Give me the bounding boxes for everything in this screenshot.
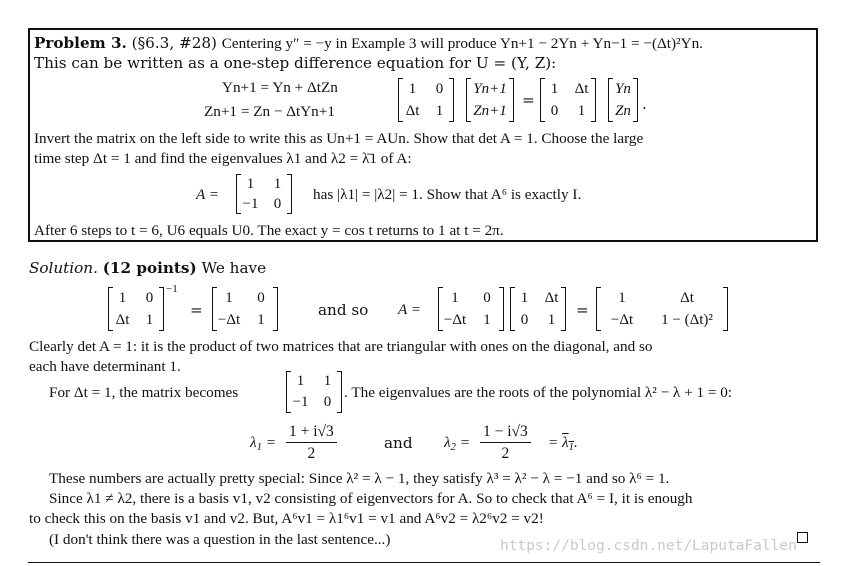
matrix-cell: −Δt	[217, 311, 241, 328]
solution-points: (12 points)	[102, 259, 197, 277]
matrix-cell: 1	[296, 373, 305, 389]
matrix-cell: 1	[547, 311, 556, 328]
inverse-input-matrix	[108, 287, 164, 331]
fraction-numerator: 1 − i√3	[480, 422, 531, 443]
matrix-cell: 1	[323, 373, 332, 389]
matrix-cell: Δt	[574, 80, 589, 97]
watermark: https://blog.csdn.net/LaputaFallen	[500, 538, 797, 554]
matrix-cell: 1	[483, 311, 491, 328]
fraction-numerator: 1 + i√3	[286, 422, 337, 443]
matrix-cell: −Δt	[443, 311, 467, 328]
current-state-vector	[608, 78, 638, 122]
matrix-cell: −1	[242, 195, 259, 212]
a-result-matrix	[596, 287, 728, 331]
problem-line-1	[34, 33, 703, 54]
matrix-cell: 1	[618, 289, 626, 306]
matrix-cell: 1	[577, 102, 586, 119]
vector-cell: Yn	[615, 80, 631, 97]
matrix-cell: 0	[323, 394, 332, 410]
matrix-cell: 0	[520, 311, 529, 328]
equation-y: Yn+1 = Yn + ΔtZn	[222, 79, 338, 96]
matrix-cell: 1	[273, 175, 282, 192]
equation-z: Zn+1 = Zn − ΔtYn+1	[204, 103, 335, 120]
period: .	[642, 95, 647, 113]
fraction-denominator: 2	[501, 445, 510, 462]
matrix-cell: 1	[550, 80, 559, 97]
vector-cell: Yn+1	[473, 80, 507, 97]
a-equals-label: A =	[398, 301, 422, 318]
delta-t-matrix	[286, 371, 342, 413]
matrix-cell: Δt	[405, 102, 420, 119]
matrix-cell: 1	[520, 289, 529, 306]
delta-t-text: For Δt = 1, the matrix becomes	[49, 384, 239, 401]
vector-cell: Zn	[615, 102, 631, 119]
lambda2-label: $\lambda_2$ =	[444, 434, 470, 453]
matrix-cell: Δt	[544, 289, 559, 306]
equals-sign: =	[190, 301, 203, 319]
a-equals-label: A =	[196, 186, 220, 203]
vector-cell: Zn+1	[473, 102, 507, 119]
solution-label: Solution.	[29, 259, 98, 277]
problem-reference: (§6.3, #28)	[131, 34, 217, 52]
product-right-matrix	[510, 287, 566, 331]
problem-statement-1: Centering y″ = −y in Example 3 will produce Yn+1 − 2Yn + Yn−1 = −(Δt)²Yn.	[221, 35, 703, 52]
matrix-cell: 1	[225, 289, 233, 306]
matrix-cell: 1 − (Δt)²	[661, 311, 713, 328]
problem-heading: Problem 3.	[34, 34, 127, 52]
bottom-rule	[28, 562, 820, 563]
equals-sign: =	[522, 91, 535, 109]
fraction-denominator: 2	[307, 445, 316, 462]
matrix-cell: 1	[246, 175, 255, 192]
determinant-line-1: Clearly det A = 1: it is the product of two matrices that are triangular with ones on the diagonal, and so	[29, 338, 653, 355]
matrix-cell: 0	[550, 102, 559, 119]
equals-sign: =	[576, 301, 589, 319]
matrix-cell: 0	[145, 289, 154, 306]
next-state-vector	[466, 78, 514, 122]
a-matrix	[236, 174, 292, 214]
inverse-exponent: −1	[166, 283, 178, 295]
lambda1-label: $\lambda_1$ =	[250, 434, 276, 453]
matrix-cell: 1	[435, 102, 444, 119]
lhs-matrix	[398, 78, 454, 122]
matrix-cell: Δt	[115, 311, 130, 328]
matrix-cell: 1	[451, 289, 459, 306]
matrix-cell: 0	[257, 289, 265, 306]
problem-statement-2: This can be written as a one-step difference equation for U = (Y, Z):	[34, 54, 557, 72]
rhs-matrix	[540, 78, 596, 122]
matrix-cell: 1	[257, 311, 265, 328]
matrix-cell: 0	[483, 289, 491, 306]
matrix-cell: −Δt	[610, 311, 634, 328]
problem-statement-5: has |λ1| = |λ2| = 1. Show that A⁶ is exactly I.	[313, 186, 582, 203]
lambda1-conjugate: = $\lambda_1$.	[548, 434, 578, 453]
and-so-text: and so	[318, 301, 369, 319]
problem-statement-4: time step Δt = 1 and find the eigenvalues λ1 and λ2 = λ̄1 of A:	[34, 150, 412, 167]
matrix-cell: −1	[292, 394, 309, 410]
lambda1-fraction	[286, 422, 337, 465]
special-line: These numbers are actually pretty special: Since λ² = λ − 1, they satisfy λ³ = λ² − λ = −1 and so λ⁶ = 1.	[49, 470, 670, 487]
lambda2-fraction	[480, 422, 531, 465]
eigenvalue-text: . The eigenvalues are the roots of the polynomial λ² − λ + 1 = 0:	[344, 384, 733, 401]
matrix-cell: 1	[118, 289, 127, 306]
product-left-matrix	[438, 287, 504, 331]
matrix-cell: 1	[145, 311, 154, 328]
basis-line-2: to check this on the basis v1 and v2. But, A⁶v1 = λ1⁶v1 = v1 and A⁶v2 = λ2⁶v2 = v2!	[29, 510, 544, 527]
problem-statement-6: After 6 steps to t = 6, U6 equals U0. The exact y = cos t returns to 1 at t = 2π.	[34, 222, 504, 239]
and-text: and	[384, 434, 413, 452]
matrix-cell: 0	[435, 80, 444, 97]
basis-line-1: Since λ1 ≠ λ2, there is a basis v1, v2 consisting of eigenvectors for A. So to check that A⁶ = I, it is enough	[49, 490, 693, 507]
matrix-cell: Δt	[680, 289, 694, 306]
qed-box	[797, 532, 808, 543]
solution-heading	[29, 258, 266, 278]
determinant-line-2: each have determinant 1.	[29, 358, 181, 375]
inverse-result-matrix	[212, 287, 278, 331]
matrix-cell: 1	[408, 80, 417, 97]
aside-line: (I don't think there was a question in the last sentence...)	[49, 531, 391, 548]
matrix-cell: 0	[273, 195, 282, 212]
problem-statement-3: Invert the matrix on the left side to write this as Un+1 = AUn. Show that det A = 1. Choose the large	[34, 130, 644, 147]
solution-intro: We have	[201, 259, 267, 277]
